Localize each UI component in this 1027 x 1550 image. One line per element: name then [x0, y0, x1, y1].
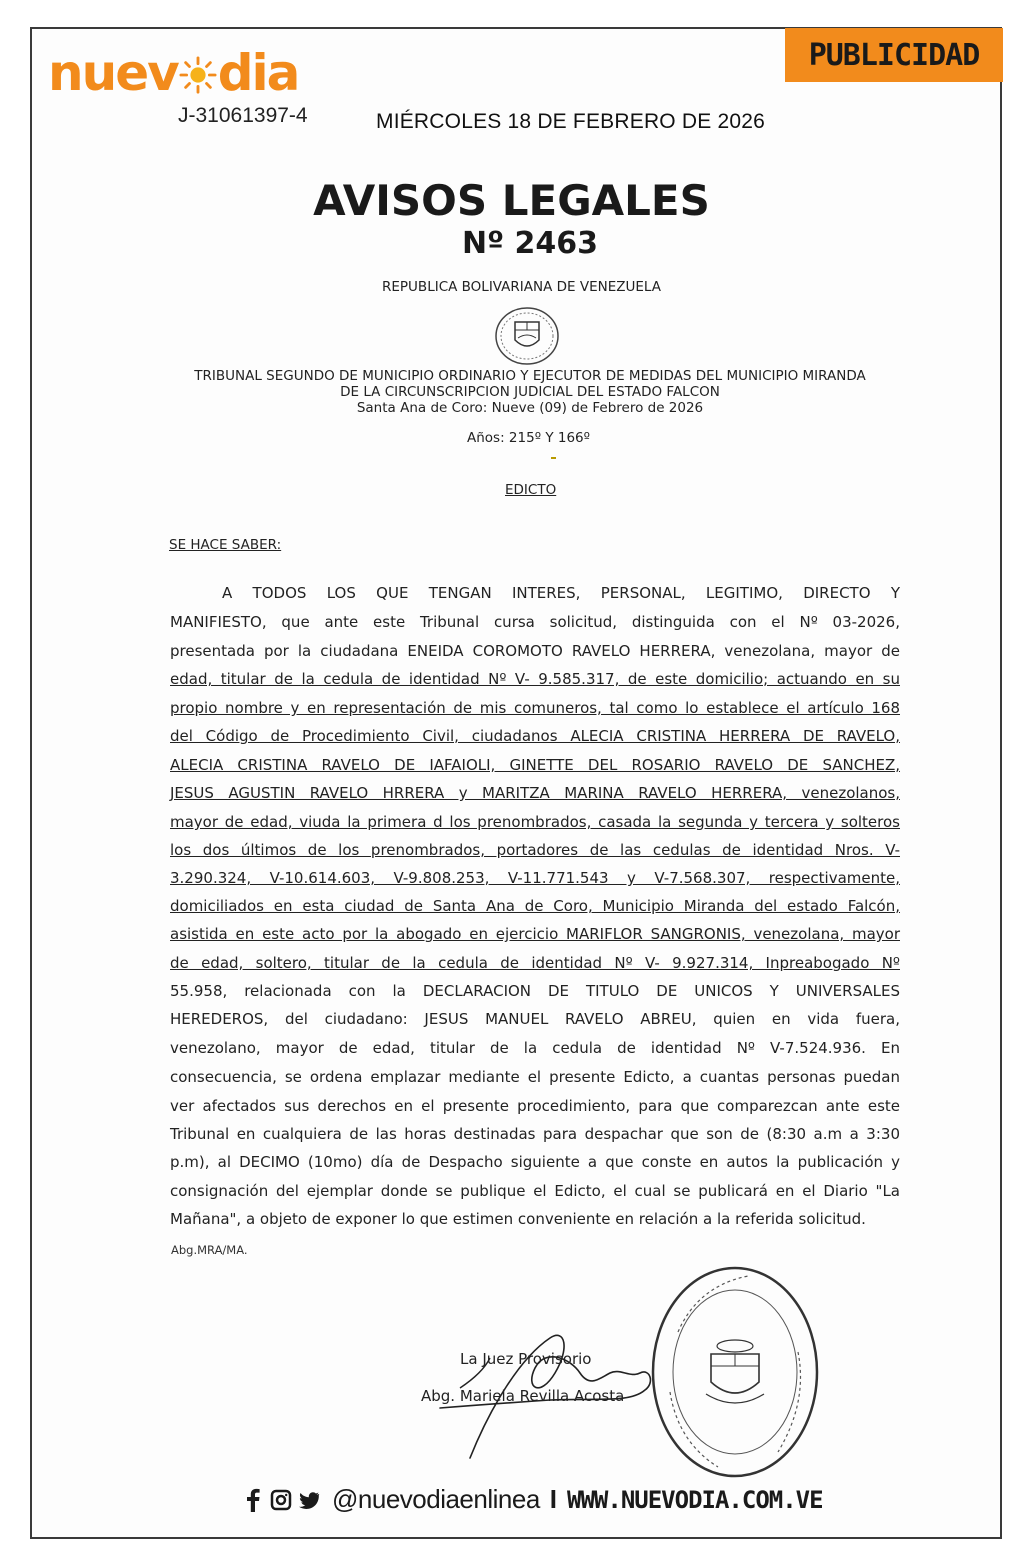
- body-line: del Código de Procedimiento Civil, ciudadanos ALECIA CRISTINA HERRERA DE RAVELO,: [170, 727, 900, 745]
- body-line: mayor de edad, viuda la primera d los prenombrados, casada la segunda y tercera y solteros: [170, 813, 900, 831]
- logo-text-left: nuev: [48, 44, 178, 102]
- notice-number: Nº 2463: [462, 226, 598, 261]
- tribunal-line-2: DE LA CIRCUNSCRIPCION JUDICIAL DEL ESTADO FALCON: [340, 384, 720, 400]
- rif-number: J-31061397-4: [178, 104, 308, 127]
- footer: [242, 1484, 823, 1515]
- nuevodia-logo: [48, 44, 299, 102]
- body-line: propio nombre y en representación de mis comuneros, tal como lo establece el artículo 168: [170, 699, 900, 717]
- tribunal-heading: [100, 368, 960, 416]
- handwritten-signature: [430, 1318, 670, 1468]
- facebook-icon[interactable]: [242, 1488, 264, 1512]
- body-line: venezolano, mayor de edad, titular de la cedula de identidad Nº V-7.524.936. En: [170, 1039, 900, 1057]
- body-line: domiciliados en esta ciudad de Santa Ana de Coro, Municipio Miranda del estado Falcón,: [170, 897, 900, 915]
- tribunal-line-1: TRIBUNAL SEGUNDO DE MUNICIPIO ORDINARIO Y EJECUTOR DE MEDIDAS DEL MUNICIPIO MIRANDA: [194, 368, 866, 384]
- body-line: A TODOS LOS QUE TENGAN INTERES, PERSONAL, LEGITIMO, DIRECTO Y: [222, 584, 900, 602]
- place-date: Santa Ana de Coro: Nueve (09) de Febrero de 2026: [356, 400, 704, 416]
- body-line: MANIFIESTO, que ante este Tribunal cursa solicitud, distinguida con el Nº 03-2026,: [170, 613, 900, 631]
- republic-heading: REPUBLICA BOLIVARIANA DE VENEZUELA: [382, 279, 661, 295]
- sun-icon: [179, 56, 217, 94]
- body-line: HEREDEROS, del ciudadano: JESUS MANUEL RAVELO ABREU, quien en vida fuera,: [170, 1010, 900, 1028]
- page-title: AVISOS LEGALES: [313, 176, 710, 225]
- body-line: asistida en este acto por la abogado en ejercicio MARIFLOR SANGRONIS, venezolana, mayor: [170, 925, 900, 943]
- publication-date: MIÉRCOLES 18 DE FEBRERO DE 2026: [376, 110, 765, 133]
- footer-separator: I: [549, 1484, 558, 1514]
- years-line: Años: 215º Y 166º: [467, 430, 591, 446]
- coat-of-arms-icon: [494, 306, 560, 366]
- edicto-heading: EDICTO: [505, 482, 557, 498]
- body-line: de edad, soltero, titular de la cedula de identidad Nº V- 9.927.314, Inpreabogado Nº: [170, 954, 900, 972]
- body-line: consignación del ejemplar donde se publique el Edicto, el cual se publicará en el Diario "La: [170, 1182, 900, 1200]
- body-line: 3.290.324, V-10.614.603, V-9.808.253, V-11.771.543 y V-7.568.307, respectivamente,: [170, 869, 900, 887]
- body-line: presentada por la ciudadana ENEIDA COROMOTO RAVELO HERRERA, venezolana, mayor de: [170, 642, 900, 660]
- body-line: JESUS AGUSTIN RAVELO HRRERA y MARITZA MARINA RAVELO HERRERA, venezolanos,: [170, 784, 900, 802]
- body-line: consecuencia, se ordena emplazar mediante el presente Edicto, a cuantas personas puedan: [170, 1068, 900, 1086]
- body-line: los dos últimos de los prenombrados, portadores de las cedulas de identidad Nros. V-: [170, 841, 900, 859]
- body-line: ALECIA CRISTINA RAVELO DE IAFAIOLI, GINETTE DEL ROSARIO RAVELO DE SANCHEZ,: [170, 756, 900, 774]
- body-line: p.m), al DECIMO (10mo) día de Despacho siguiente a que conste en autos la publicación y: [170, 1153, 900, 1171]
- instagram-icon[interactable]: [270, 1488, 292, 1512]
- clerk-initials: Abg.MRA/MA.: [171, 1243, 248, 1257]
- signer-title: La Juez Provisorio: [460, 1350, 592, 1368]
- body-line: 55.958, relacionada con la DECLARACION DE TITULO DE UNICOS Y UNIVERSALES: [170, 982, 900, 1000]
- social-handle[interactable]: @nuevodiaenlinea: [332, 1484, 540, 1514]
- website-link[interactable]: WWW.NUEVODIA.COM.VE: [567, 1485, 823, 1514]
- body-line: ver afectados sus derechos en el presente procedimiento, para que comparezcan ante este: [170, 1097, 900, 1115]
- se-hace-saber: SE HACE SABER:: [169, 537, 282, 553]
- section-tag: PUBLICIDAD: [785, 28, 1003, 82]
- twitter-icon[interactable]: [298, 1488, 320, 1512]
- body-line: Tribunal en cualquiera de las horas destinadas para despachar que son de (8:30 a.m a 3:30: [170, 1125, 900, 1143]
- body-line: edad, titular de la cedula de identidad Nº V- 9.585.317, de este domicilio; actuando en su: [170, 670, 900, 688]
- court-seal-stamp: [648, 1262, 822, 1482]
- ink-mark: [551, 457, 556, 459]
- logo-text-right: dia: [217, 44, 299, 102]
- body-line: Mañana", a objeto de exponer lo que estimen conveniente en relación a la referida solicitud.: [170, 1210, 866, 1228]
- signer-name: Abg. Mariela Revilla Acosta: [421, 1387, 625, 1405]
